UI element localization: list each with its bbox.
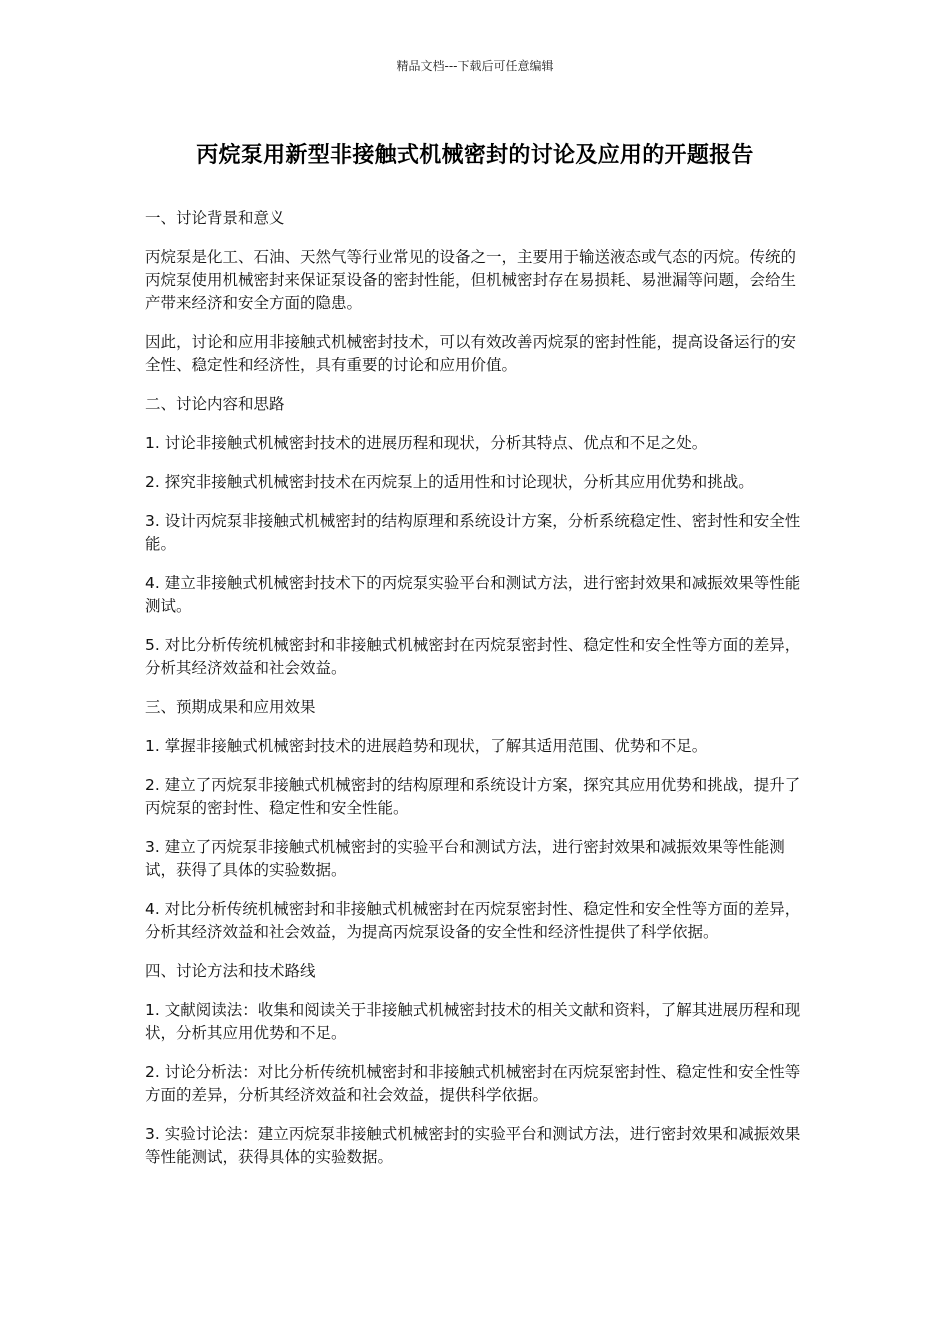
- list-item: 4. 对比分析传统机械密封和非接触式机械密封在丙烷泵密封性、稳定性和安全性等方面的差异，分析其经济效益和社会效益，为提高丙烷泵设备的安全性和经济性提供了科学依据。: [145, 900, 801, 941]
- list-item: 1. 讨论非接触式机械密封技术的进展历程和现状，分析其特点、优点和不足之处。: [145, 434, 708, 452]
- list-item: 2. 建立了丙烷泵非接触式机械密封的结构原理和系统设计方案，探究其应用优势和挑战，提升了丙烷泵的密封性、稳定性和安全性能。: [145, 776, 801, 817]
- section-heading-background: 一、讨论背景和意义: [145, 209, 285, 227]
- document-title: 丙烷泵用新型非接触式机械密封的讨论及应用的开题报告: [196, 143, 754, 168]
- paragraph: 丙烷泵是化工、石油、天然气等行业常见的设备之一，主要用于输送液态或气态的丙烷。传统的丙烷泵使用机械密封来保证泵设备的密封性能，但机械密封存在易损耗、易泄漏等问题，会给生产带来经济和安全方面的隐患。: [145, 248, 797, 312]
- section-heading-methods: 四、讨论方法和技术路线: [145, 962, 316, 980]
- list-item: 4. 建立非接触式机械密封技术下的丙烷泵实验平台和测试方法，进行密封效果和减振效果等性能测试。: [145, 574, 801, 615]
- paragraph: 因此，讨论和应用非接触式机械密封技术，可以有效改善丙烷泵的密封性能，提高设备运行的安全性、稳定性和经济性，具有重要的讨论和应用价值。: [145, 333, 797, 374]
- list-item: 5. 对比分析传统机械密封和非接触式机械密封在丙烷泵密封性、稳定性和安全性等方面的差异，分析其经济效益和社会效益。: [145, 636, 801, 677]
- list-item: 1. 掌握非接触式机械密封技术的进展趋势和现状，了解其适用范围、优势和不足。: [145, 737, 708, 755]
- list-item: 3. 实验讨论法：建立丙烷泵非接触式机械密封的实验平台和测试方法，进行密封效果和减振效果等性能测试，获得具体的实验数据。: [145, 1125, 801, 1166]
- list-item: 2. 探究非接触式机械密封技术在丙烷泵上的适用性和讨论现状，分析其应用优势和挑战。: [145, 473, 754, 491]
- section-heading-results: 三、预期成果和应用效果: [145, 698, 316, 716]
- list-item: 1. 文献阅读法：收集和阅读关于非接触式机械密封技术的相关文献和资料，了解其进展历程和现状，分析其应用优势和不足。: [145, 1001, 801, 1042]
- list-item: 3. 建立了丙烷泵非接触式机械密封的实验平台和测试方法，进行密封效果和减振效果等性能测试，获得了具体的实验数据。: [145, 838, 785, 879]
- document-body: [145, 207, 803, 1185]
- list-item: 3. 设计丙烷泵非接触式机械密封的结构原理和系统设计方案，分析系统稳定性、密封性和安全性能。: [145, 512, 801, 553]
- page-header: 精品文档---下载后可任意编辑: [396, 59, 554, 73]
- list-item: 2. 讨论分析法：对比分析传统机械密封和非接触式机械密封在丙烷泵密封性、稳定性和安全性等方面的差异，分析其经济效益和社会效益，提供科学依据。: [145, 1063, 801, 1104]
- section-heading-content: 二、讨论内容和思路: [145, 395, 285, 413]
